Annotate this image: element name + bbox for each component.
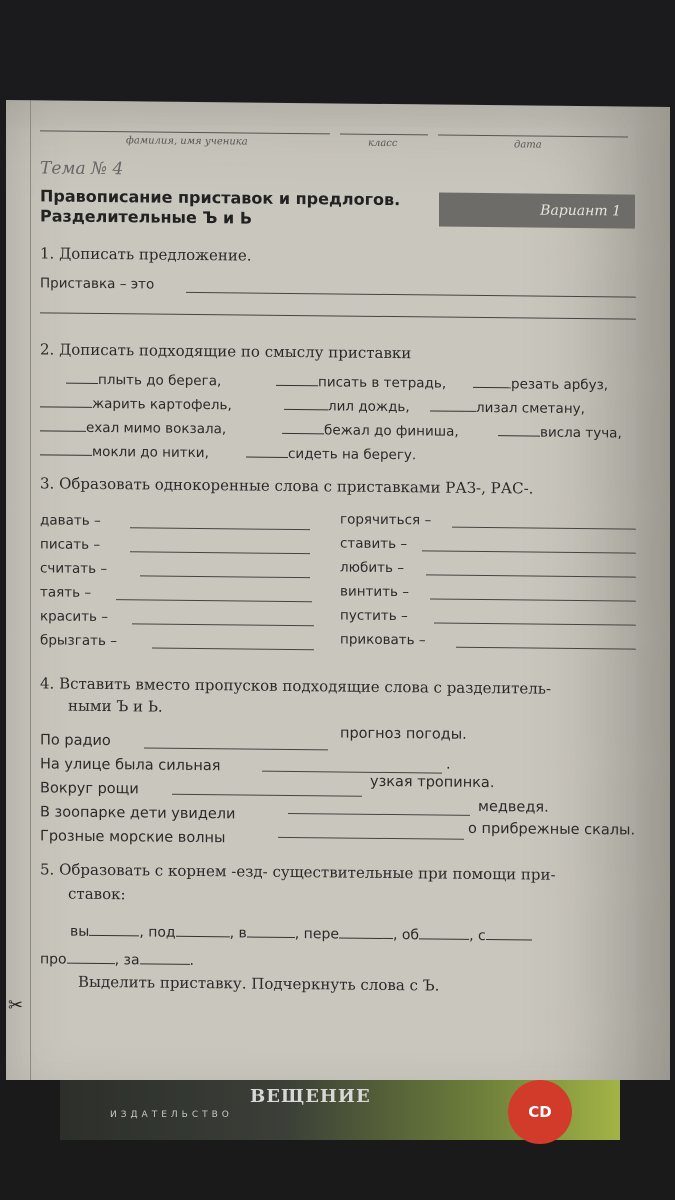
task3-answer-line[interactable] — [422, 550, 636, 553]
task1-answer-line-2[interactable] — [40, 312, 636, 319]
task4-sentence-end: медведя. — [478, 798, 549, 816]
publisher-name: ВЕЩЕНИЕ — [250, 1086, 371, 1107]
task4-answer-line[interactable] — [288, 813, 470, 816]
publisher-caption: ИЗДАТЕЛЬСТВО — [110, 1110, 233, 1120]
task3-answer-line[interactable] — [426, 574, 636, 577]
name-caption: фамилия, имя ученика — [126, 135, 248, 148]
task3-answer-line[interactable] — [434, 622, 636, 625]
task5-row1: вы , под , в , пере , об , с — [70, 923, 532, 945]
task3-left-word: давать – — [40, 512, 101, 529]
task4-sentence-end: о прибрежные скалы. — [468, 820, 636, 839]
task3-answer-line[interactable] — [130, 551, 310, 554]
class-caption: класс — [368, 137, 398, 150]
task5-heading-line1: 5. Образовать с корнем -езд- существительные при помощи при- — [40, 860, 556, 884]
cd-badge-icon — [508, 1080, 572, 1144]
task3-right-word: пустить – — [340, 607, 408, 625]
task3-right-word: ставить – — [340, 535, 408, 553]
task3-answer-line[interactable] — [152, 648, 314, 651]
task2-item: бежал до финиша, — [282, 421, 459, 440]
task5-heading-line2: ставок: — [68, 884, 126, 904]
task3-answer-line[interactable] — [452, 527, 636, 530]
task3-answer-line[interactable] — [130, 527, 310, 530]
task2-item: лизал сметану, — [430, 398, 585, 417]
task3-right-word: горячиться – — [340, 511, 432, 529]
task1-heading: 1. Дописать предложение. — [40, 244, 252, 265]
task4-sentence-start: Грозные морские волны — [40, 828, 226, 847]
task4-sentence-start: На улице была сильная — [40, 756, 221, 775]
task4-sentence-start: В зоопарке дети увидели — [40, 804, 236, 823]
task4-sentence-end: прогноз погоды. — [340, 725, 467, 743]
task4-sentence-end: узкая тропинка. — [370, 773, 495, 792]
task4-answer-line[interactable] — [278, 837, 464, 840]
task3-left-word: брызгать – — [40, 632, 117, 650]
task3-answer-line[interactable] — [140, 575, 310, 578]
name-line — [40, 130, 330, 134]
task2-item: жарить картофель, — [40, 394, 232, 413]
task3-answer-line[interactable] — [430, 598, 636, 601]
worksheet-page — [6, 100, 670, 1157]
class-line — [340, 133, 428, 135]
task3-left-word: писать – — [40, 536, 101, 553]
task2-item: сидеть на берегу. — [246, 445, 416, 464]
task3-right-word: приковать – — [340, 631, 426, 649]
task2-item: висла туча, — [498, 423, 622, 441]
cd-label: CD — [528, 1103, 552, 1121]
task2-item: мокли до нитки, — [40, 442, 209, 461]
task3-heading: 3. Образовать однокоренные слова с приставками РАЗ-, РАС-. — [40, 474, 534, 498]
task2-item: плыть до берега, — [66, 371, 221, 390]
variant-badge: Вариант 1 — [439, 193, 635, 229]
task2-item: лил дождь, — [284, 397, 410, 415]
task3-right-word: винтить – — [340, 583, 410, 601]
task3-right-word: любить – — [340, 559, 404, 577]
task4-answer-line[interactable] — [172, 794, 362, 797]
task4-sentence-start: Вокруг рощи — [40, 780, 139, 798]
task2-item: ехал мимо вокзала, — [40, 418, 226, 437]
task5-row2: про , за . — [40, 951, 194, 969]
task2-item: резать арбуз, — [473, 375, 608, 393]
date-line — [438, 135, 628, 138]
task3-left-word: красить – — [40, 608, 109, 626]
task3-left-word: считать – — [40, 560, 108, 578]
title-line2: Разделительные Ъ и Ь — [40, 206, 253, 228]
scissors-icon: ✂ — [8, 995, 24, 1016]
task4-sentence-end: . — [446, 756, 451, 773]
task4-answer-line[interactable] — [262, 771, 442, 774]
task4-answer-line[interactable] — [144, 747, 328, 750]
task1-answer-line[interactable] — [186, 292, 636, 298]
task3-answer-line[interactable] — [116, 599, 312, 602]
task4-heading-line1: 4. Вставить вместо пропусков подходящие слова с разделитель- — [40, 674, 552, 698]
margin-line — [30, 100, 31, 1150]
task3-left-word: таять – — [40, 584, 92, 601]
date-caption: дата — [514, 139, 542, 151]
task2-heading: 2. Дописать подходящие по смыслу приставки — [40, 340, 412, 363]
topic-label: Тема № 4 — [40, 158, 124, 180]
task1-text: Приставка – это — [40, 275, 155, 293]
title-line1: Правописание приставок и предлогов. — [40, 186, 401, 210]
task3-answer-line[interactable] — [132, 623, 314, 626]
task5-footer: Выделить приставку. Подчеркнуть слова с Ъ. — [78, 972, 440, 995]
task4-heading-line2: ными Ъ и Ь. — [68, 696, 163, 716]
task3-answer-line[interactable] — [456, 647, 636, 650]
task4-sentence-start: По радио — [40, 732, 111, 750]
task2-item: писать в тетрадь, — [276, 373, 446, 392]
